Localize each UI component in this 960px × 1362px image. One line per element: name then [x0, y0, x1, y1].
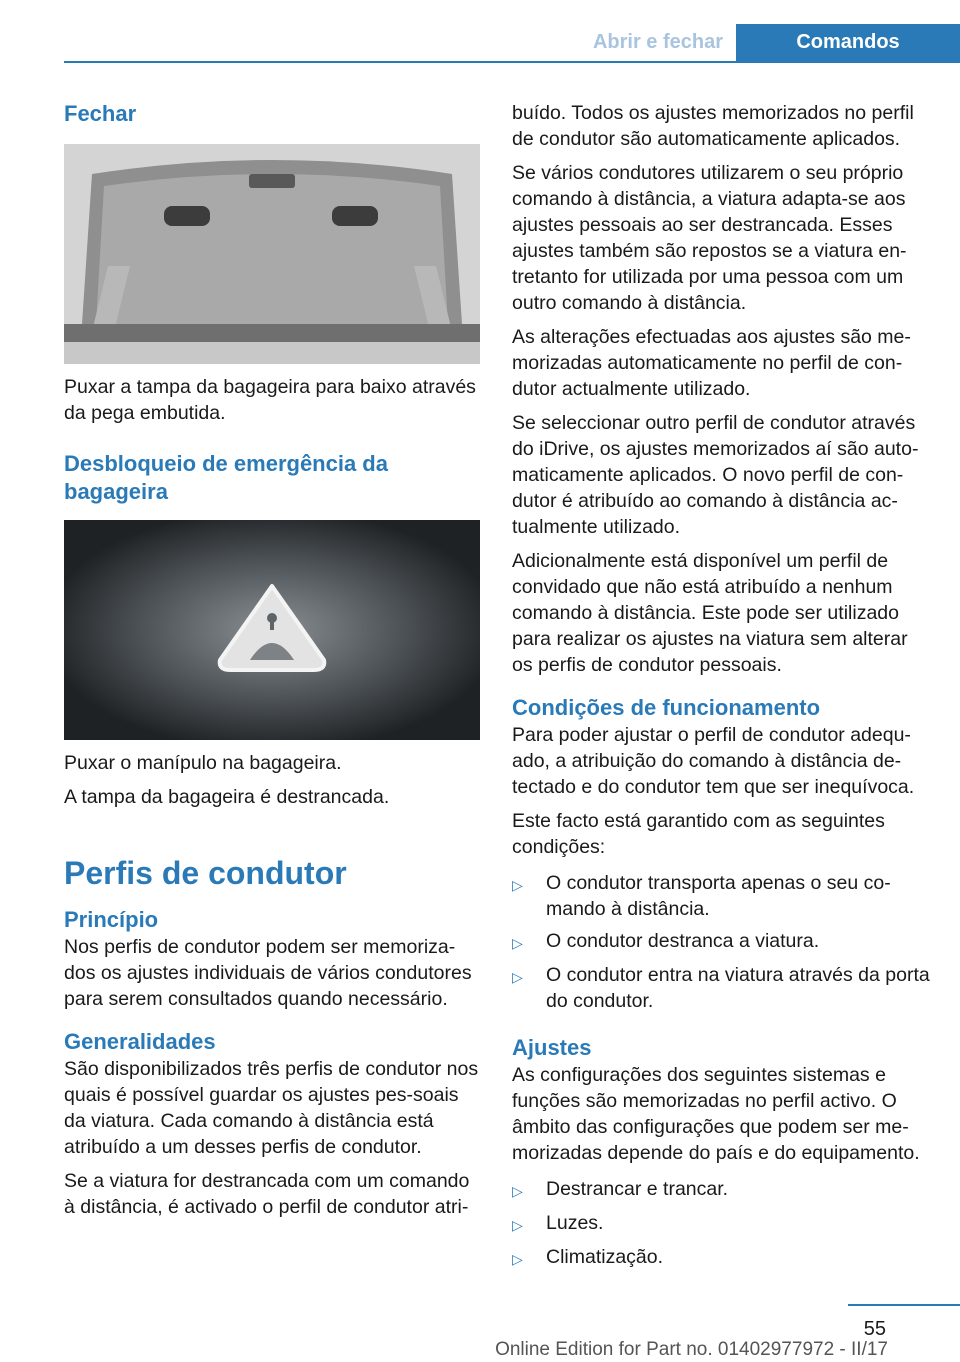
tab-comandos[interactable]: Comandos [736, 24, 960, 61]
list-item [512, 870, 932, 922]
triangle-bullet-icon: ▷ [512, 1217, 523, 1233]
emergency-text-1: Puxar o manípulo na bagageira. [64, 752, 342, 774]
footer-rule [848, 1304, 960, 1306]
list-item-text: Luzes. [546, 1212, 604, 1234]
paragraph-3: As alterações efectuadas aos ajustes são me‐morizadas automaticamente no perfil de con‐dutor actualmente utilizado. [512, 326, 911, 400]
list-item-text: Climatização. [546, 1246, 664, 1268]
generalidades-text-1: São disponibilizados três perfis de condutor nos quais é possível guardar os ajustes pes‐soais da viatura. Cada comando à distância está atribuído a um desses perfis de condutor. [64, 1058, 479, 1158]
header-rule [64, 61, 960, 63]
list-item-text: Destrancar e trancar. [546, 1178, 729, 1200]
list-item [512, 1176, 932, 1204]
list-item [512, 962, 932, 1014]
emergency-handle-photo [64, 520, 480, 740]
triangle-bullet-icon: ▷ [512, 1183, 523, 1199]
list-item [512, 928, 932, 956]
paragraph-5: Adicionalmente está disponível um perfil de convidado que não está atribuído a nenhum comando à distância. Este pode ser utilizado para realizar os ajustes na viatura sem alterar os perfis de condutor pessoais. [512, 550, 908, 676]
triangle-bullet-icon: ▷ [512, 935, 523, 951]
tab-abrir-e-fechar[interactable]: Abrir e fechar [592, 31, 724, 53]
emergency-text-2: A tampa da bagageira é destrancada. [64, 786, 390, 808]
triangle-bullet-icon: ▷ [512, 877, 523, 893]
trunk-lid-photo [64, 144, 480, 364]
list-item-text: O condutor transporta apenas o seu co‐mando à distância. [546, 872, 891, 920]
list-item-text: O condutor destranca a viatura. [546, 930, 820, 952]
right-column [512, 100, 932, 1272]
left-column [64, 100, 480, 1220]
page-number: 55 [863, 1318, 886, 1340]
ajustes-list [512, 1176, 932, 1272]
condicoes-text-2: Este facto está garantido com as seguintes condições: [512, 810, 885, 858]
principio-text: Nos perfis de condutor podem ser memoriza‐dos os ajustes individuais de vários condutores para serem consultados quando necessário. [64, 936, 472, 1010]
paragraph-2: Se vários condutores utilizarem o seu próprio comando à distância, a viatura adapta-se aos ajustes pessoais ao ser destrancada. Esses ajustes também são repostos se a viatura en‐tretanto for utilizada por uma pessoa com um outro comando à distância. [512, 162, 907, 314]
ajustes-text: As configurações dos seguintes sistemas e funções são memorizadas no perfil activo. O âmbito das configurações que podem ser me‐morizadas depende do país e do equipamento. [512, 1064, 920, 1164]
section-title-emergency: Desbloqueio de emergência da bagageira [64, 451, 388, 504]
condicoes-list [512, 870, 932, 1014]
section-title-fechar: Fechar [64, 101, 137, 126]
section-title-generalidades: Generalidades [64, 1029, 216, 1054]
generalidades-text-2: Se a viatura for destrancada com um comando à distância, é activado o perfil de condutor atri‐ [64, 1170, 470, 1218]
section-title-principio: Princípio [64, 907, 159, 932]
list-item [512, 1244, 932, 1272]
chapter-title-perfis: Perfis de condutor [64, 855, 347, 891]
triangle-bullet-icon: ▷ [512, 1251, 523, 1267]
condicoes-text-1: Para poder ajustar o perfil de condutor adequ‐ado, a atribuição do comando à distância de‐tectado e do condutor tem que ser inequívoca. [512, 724, 915, 798]
paragraph-1: buído. Todos os ajustes memorizados no perfil de condutor são automaticamente aplicados. [512, 102, 914, 150]
list-item [512, 1210, 932, 1238]
fechar-text: Puxar a tampa da bagageira para baixo através da pega embutida. [64, 376, 476, 424]
triangle-bullet-icon: ▷ [512, 969, 523, 985]
paragraph-4: Se seleccionar outro perfil de condutor através do iDrive, os ajustes memorizados aí são auto‐maticamente aplicados. O novo perfil de con‐dutor é atribuído ao comando à distância ac‐tualmente utilizado. [512, 412, 919, 538]
section-title-ajustes: Ajustes [512, 1035, 592, 1060]
section-title-condicoes: Condições de funcionamento [512, 695, 821, 720]
list-item-text: O condutor entra na viatura através da porta do condutor. [546, 964, 930, 1012]
footer-edition: Online Edition for Part no. 01402977972 - II/17 [495, 1339, 888, 1360]
